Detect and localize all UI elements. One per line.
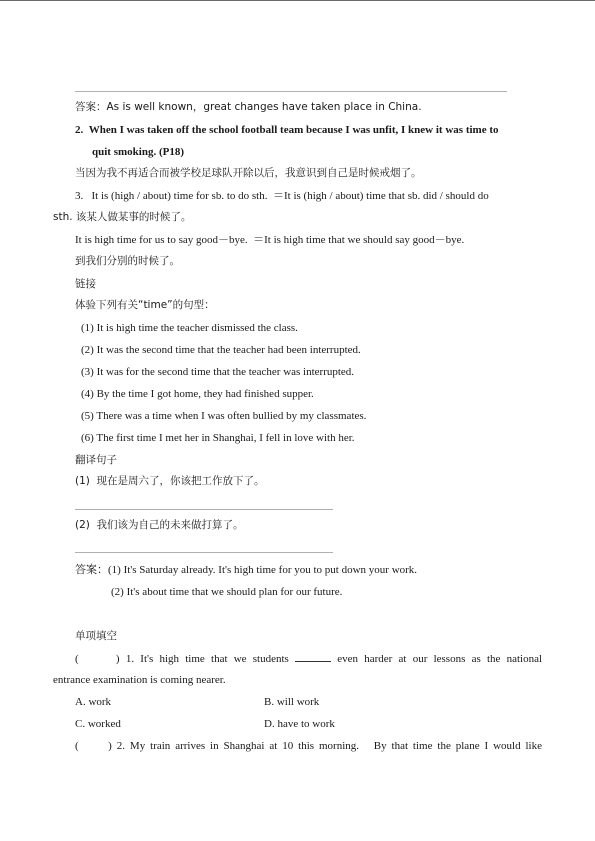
page-top-border [0,0,595,1]
mc-question-1-line-1 [75,651,542,666]
mc-question-1-stem-a: 1. It's high time that we students [125,653,289,665]
mc-question-1-line-2: entrance examination is coming nearer. [53,674,226,686]
translate-answer-1: 答案：(1) It's Saturday already. It's high time for you to put down your work. [75,564,418,576]
mc-question-1-option-a: A. work [75,696,112,708]
mc-question-2-line-1 [75,739,542,753]
link-sentence-6: (6) The first time I met her in Shanghai, I fell in love with her. [81,432,355,444]
item-2-line-2: quit smoking. (P18) [92,146,184,158]
mc-question-1-option-c: C. worked [75,718,121,730]
item-3-example: It is high time for us to say good－bye. ＝It is high time that we should say good－bye. [75,234,465,246]
item-3-line-2: sth. 该某人做某事的时候了。 [53,211,192,223]
mc-question-1-answer-paren[interactable]: ( ) [75,653,120,665]
link-sentence-4: (4) By the time I got home, they had finished supper. [81,388,314,400]
link-sentence-5: (5) There was a time when I was often bullied by my classmates. [81,410,367,422]
link-sentence-3: (3) It was for the second time that the teacher was interrupted. [81,366,355,378]
link-sentence-1: (1) It is high time the teacher dismissed the class. [81,322,298,334]
translate-question-2: (2) 我们该为自己的未来做打算了。 [75,519,244,531]
item-2-line-1: 2. When I was taken off the school football team because I was unfit, I knew it was time to [75,124,499,136]
answer-line-1 [75,91,507,92]
answer-1: 答案：As is well known，great changes have taken place in China. [75,101,422,113]
mc-question-2-answer-paren[interactable]: ( ) [75,740,112,752]
translate-answer-line-2 [75,552,333,553]
mc-question-1-blank [295,651,331,662]
multiple-choice-title: 单项填空 [75,630,117,642]
translate-answer-line-1 [75,509,333,510]
translate-question-1: (1) 现在是周六了，你该把工作放下了。 [75,475,265,487]
link-title: 链接 [75,278,96,290]
mc-question-1-option-b: B. will work [264,696,320,708]
link-intro: 体验下列有关“time”的句型： [75,299,215,311]
item-2-translation: 当因为我不再适合而被学校足球队开除以后，我意识到自己是时候戒烟了。 [75,167,422,179]
translate-title: 翻译句子 [75,454,117,466]
mc-question-1-stem-b: even harder at our lessons as the national [337,653,543,665]
mc-question-1-option-d: D. have to work [264,718,335,730]
item-3-line-1: 3. It is (high / about) time for sb. to do sth. ＝It is (high / about) time that sb. did / should do [75,190,489,202]
translate-answer-2: (2) It's about time that we should plan for our future. [111,586,343,598]
item-3-example-translation: 到我们分别的时候了。 [75,255,180,267]
mc-question-2-stem: 2. My train arrives in Shanghai at 10 this morning. By that time the plane I would like [116,740,542,752]
link-sentence-2: (2) It was the second time that the teacher had been interrupted. [81,344,361,356]
